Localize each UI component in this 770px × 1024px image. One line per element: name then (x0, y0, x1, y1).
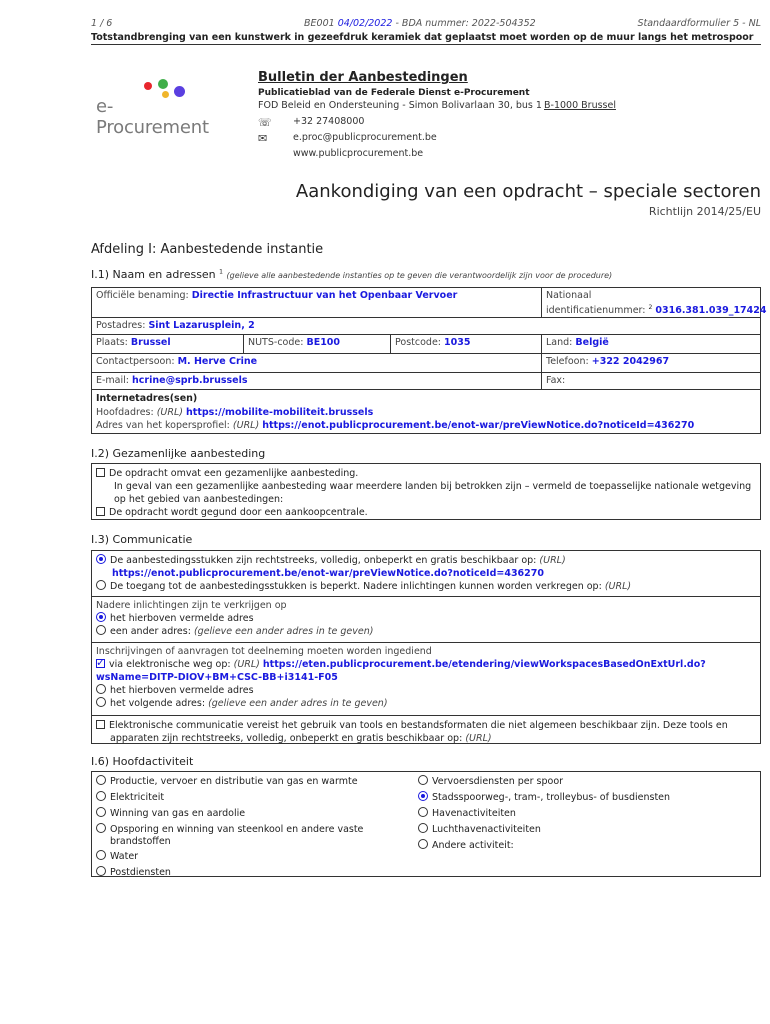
fax-cell: Fax: (541, 372, 761, 390)
radio[interactable] (96, 625, 106, 635)
subsection-heading-i3: I.3) Communicatie (91, 533, 193, 546)
activity-label: Andere activiteit: (432, 840, 514, 851)
radio-selected[interactable] (418, 791, 428, 801)
publisher-address: FOD Beleid en Ondersteuning - Simon Bolivarlaan 30, bus 1 (258, 100, 542, 111)
main-activity-box (91, 771, 761, 877)
joint-procurement-option[interactable]: De opdracht omvat een gezamenlijke aanbesteding. (92, 467, 760, 480)
info-heading: Nadere inlichtingen zijn te verkrijgen op (96, 600, 287, 611)
activity-label: Vervoersdiensten per spoor (432, 776, 564, 787)
checkbox[interactable] (96, 720, 105, 729)
logo-dot-blue (174, 86, 185, 97)
radio[interactable] (96, 866, 106, 876)
activity-label-continued: brandstoffen (110, 836, 171, 847)
logo-wordmark: e-Procurement (96, 96, 209, 138)
section-heading: Afdeling I: Aanbestedende instantie (91, 242, 324, 257)
radio[interactable] (96, 684, 106, 694)
radio[interactable] (96, 850, 106, 860)
postal-address-cell: Postadres: Sint Lazarusplein, 2 (91, 317, 761, 335)
activity-label: Water (110, 851, 139, 862)
activity-label: Elektriciteit (110, 792, 165, 803)
national-id-cell: Nationaal identificatienummer: $^2$ 0316.381.039_17424 (541, 287, 761, 318)
buyer-profile-link[interactable]: https://enot.publicprocurement.be/enot-war/preViewNotice.do?noticeId=436270 (262, 420, 695, 431)
radio[interactable] (96, 791, 106, 801)
contact-person-value: M. Herve Crine (177, 356, 258, 367)
submit-above-option[interactable]: het hierboven vermelde adres (92, 684, 760, 697)
subsection-heading-i1: I.1) Naam en adressen $^1$ (gelieve alle aanbestedende instanties op te geven die verantwoordelijk zijn voor de procedure) (91, 268, 613, 281)
radio[interactable] (418, 807, 428, 817)
phone-icon: ☏ (258, 116, 272, 129)
publisher-block (258, 70, 658, 162)
subsection-heading-i2: I.2) Gezamenlijke aanbesteding (91, 447, 266, 460)
radio-selected[interactable] (96, 554, 106, 564)
logo-dot-yellow (162, 91, 169, 98)
eprocurement-logo (96, 76, 222, 138)
communication-box: De aanbestedingsstukken zijn rechtstreeks, volledig, onbeperkt en gratis beschikbaar op: (URL) https://enot.publicprocurement.be/enot-war/preViewNotice.do?noticeId=436270 De toegang tot de aanbestedingsstukken is beperkt. Nadere inlichtingen kunnen worden verkregen op: (URL) Nadere inlichtingen zijn te verkrijgen op het hierboven vermelde adres een ander adres: (gelieve een ander adres in te geven) Inschrijvingen of aanvragen tot deelneming moeten worden ingediend ✓via elektronische weg op: (URL) https://eten.publicprocurement.be/etendering/viewWorkspacesBasedOnExtUrl.do? wsName=DITP-DIOV+BM+CSC-BB+i3141-F05 het hierboven vermelde adres het volgende adres: (gelieve een ander adres in te geven) Elektronische communicatie vereist het gebruik van tools en bestandsformaten die niet algemeen beschikbaar zijn. Deze tools en apparaten zijn rechtstreeks, volledig, onbeperkt en gratis beschikbaar op: (URL) (91, 550, 761, 744)
activity-option[interactable] (414, 823, 760, 836)
activity-option[interactable] (92, 850, 412, 863)
notice-reference: BE001 04/02/2022 - BDA nummer: 2022-504352 (304, 18, 536, 29)
activity-label: Productie, vervoer en distributie van gas en warmte (110, 776, 358, 787)
place-cell: Plaats: Brussel (91, 334, 244, 354)
checkbox-checked[interactable] (96, 659, 105, 668)
nuts-code-value: BE100 (306, 337, 341, 348)
docs-restricted-option[interactable]: De toegang tot de aanbestedingsstukken is beperkt. Nadere inlichtingen kunnen worden verkregen op: (URL) (92, 580, 760, 593)
subsection-heading-i6: I.6) Hoofdactiviteit (91, 755, 194, 768)
central-purchasing-option[interactable]: De opdracht wordt gegund door een aankoopcentrale. (92, 506, 760, 519)
activity-option[interactable] (414, 807, 760, 820)
official-name-cell: Officiële benaming: Directie Infrastructuur van het Openbaar Vervoer (91, 287, 542, 318)
country-cell: Land: België (541, 334, 761, 354)
submit-url-link-continued[interactable]: wsName=DITP-DIOV+BM+CSC-BB+i3141-F05 (96, 672, 338, 683)
email-cell: E-mail: hcrine@sprb.brussels (91, 372, 542, 390)
publisher-address-line (258, 100, 658, 114)
document-title: Aankondiging van een opdracht – speciale sectoren (295, 181, 761, 202)
activity-label: Havenactiviteiten (432, 808, 516, 819)
radio[interactable] (96, 580, 106, 590)
publisher-city: B-1000 Brussel (544, 100, 616, 111)
submit-heading: Inschrijvingen of aanvragen tot deelneming moeten worden ingediend (96, 646, 432, 657)
activity-label: Opsporing en winning van steenkool en andere vaste (110, 824, 364, 835)
nuts-code-cell: NUTS-code: BE100 (243, 334, 391, 354)
activity-option[interactable] (414, 775, 760, 788)
checkbox[interactable] (96, 468, 105, 477)
publisher-email[interactable]: e.proc@publicprocurement.be (293, 132, 437, 143)
publisher-phone-line (258, 116, 658, 130)
activity-label: Postdiensten (110, 867, 171, 878)
activity-label: Stadsspoorweg-, tram-, trolleybus- of busdiensten (432, 792, 671, 803)
directive: Richtlijn 2014/25/EU (648, 205, 761, 218)
place-value: Brussel (130, 337, 171, 348)
submit-electronic-option[interactable]: ✓via elektronische weg op: (URL) https://eten.publicprocurement.be/etendering/viewWorkspacesBasedOnExtUrl.do? (92, 658, 760, 671)
docs-free-option[interactable]: De aanbestedingsstukken zijn rechtstreeks, volledig, onbeperkt en gratis beschikbaar op: (URL) (92, 554, 760, 567)
activity-option[interactable] (92, 791, 412, 804)
notice-subject: Totstandbrenging van een kunstwerk in gezeefdruk keramiek dat geplaatst moet worden op de muur langs het metrospoor (91, 32, 761, 45)
radio[interactable] (418, 823, 428, 833)
publication-date: 04/02/2022 (337, 18, 393, 29)
postcode-value: 1035 (444, 337, 471, 348)
activity-option[interactable] (92, 823, 412, 848)
activity-list-right (414, 775, 760, 855)
radio[interactable] (96, 775, 106, 785)
joint-procurement-box: De opdracht omvat een gezamenlijke aanbesteding. In geval van een gezamenlijke aanbesteding waar meerdere landen bij betrokken zijn – vermeld de toepasselijke nationale wetgeving op het gebied van aanbestedingen: De opdracht wordt gegund door een aankoopcentrale. (91, 463, 761, 520)
publisher-website[interactable]: www.publicprocurement.be (293, 148, 424, 159)
internet-addresses-cell: Internetadres(sen) Hoofdadres: (URL) https://mobilite-mobiliteit.brussels Adres van het kopersprofiel: (URL) https://enot.publicprocurement.be/enot-war/preViewNotice.do?noticeId=436270 (91, 389, 761, 434)
checkbox[interactable] (96, 507, 105, 516)
publisher-title: Bulletin der Aanbestedingen (258, 70, 468, 85)
info-above-option[interactable]: het hierboven vermelde adres (92, 612, 760, 625)
activity-option[interactable] (92, 775, 412, 788)
official-name-value: Directie Infrastructuur van het Openbaar Vervoer (191, 290, 458, 301)
page-number: 1 / 6 (91, 18, 113, 29)
submit-following-option[interactable]: het volgende adres: (gelieve een ander adres in te geven) (92, 697, 760, 710)
radio[interactable] (418, 839, 428, 849)
postcode-cell: Postcode: 1035 (390, 334, 542, 354)
country-value: België (575, 337, 609, 348)
radio[interactable] (418, 775, 428, 785)
email-value[interactable]: hcrine@sprb.brussels (132, 375, 248, 386)
postal-address-value: Sint Lazarusplein, 2 (148, 320, 255, 331)
activity-label: Luchthavenactiviteiten (432, 824, 541, 835)
national-id-value: 0316.381.039_17424 (655, 305, 767, 317)
submit-url-link[interactable]: https://eten.publicprocurement.be/etendering/viewWorkspacesBasedOnExtUrl.do? (262, 659, 706, 670)
radio-selected[interactable] (96, 612, 106, 622)
activity-option[interactable] (92, 807, 412, 820)
activity-option[interactable] (92, 866, 412, 879)
radio[interactable] (96, 823, 106, 833)
logo-dot-green (158, 79, 168, 89)
phone-cell: Telefoon: +322 2042967 (541, 353, 761, 373)
internet-heading: Internetadres(sen) (96, 393, 198, 404)
activity-label: Winning van gas en aardolie (110, 808, 246, 819)
activity-option[interactable] (414, 791, 760, 804)
logo-dot-red (144, 82, 152, 90)
contact-person-cell: Contactpersoon: M. Herve Crine (91, 353, 542, 373)
publisher-phone: +32 27408000 (293, 116, 365, 127)
envelope-icon: ✉ (258, 132, 268, 145)
special-tools-option[interactable]: Elektronische communicatie vereist het gebruik van tools en bestandsformaten die niet algemeen beschikbaar zijn. Deze tools en (92, 719, 760, 732)
activity-list-left (92, 775, 412, 882)
radio[interactable] (96, 807, 106, 817)
publisher-web-line (258, 148, 658, 162)
form-type: Standaardformulier 5 - NL (637, 18, 761, 29)
publisher-email-line (258, 132, 658, 146)
phone-value: +322 2042967 (591, 356, 670, 367)
activity-option[interactable] (414, 839, 760, 852)
joint-procurement-national-law: In geval van een gezamenlijke aanbesteding waar meerdere landen bij betrokken zijn – vermeld de toepasselijke nationale wetgeving (114, 481, 752, 492)
running-header (91, 18, 761, 30)
info-other-option[interactable]: een ander adres: (gelieve een ander adres in te geven) (92, 625, 760, 638)
docs-url-link[interactable]: https://enot.publicprocurement.be/enot-war/preViewNotice.do?noticeId=436270 (112, 568, 544, 579)
main-address-link[interactable]: https://mobilite-mobiliteit.brussels (186, 406, 374, 418)
radio[interactable] (96, 697, 106, 707)
subsection-note: (gelieve alle aanbestedende instanties op te geven die verantwoordelijk zijn voor de procedure) (226, 271, 613, 280)
publisher-subtitle: Publicatieblad van de Federale Dienst e-Procurement (258, 88, 530, 98)
